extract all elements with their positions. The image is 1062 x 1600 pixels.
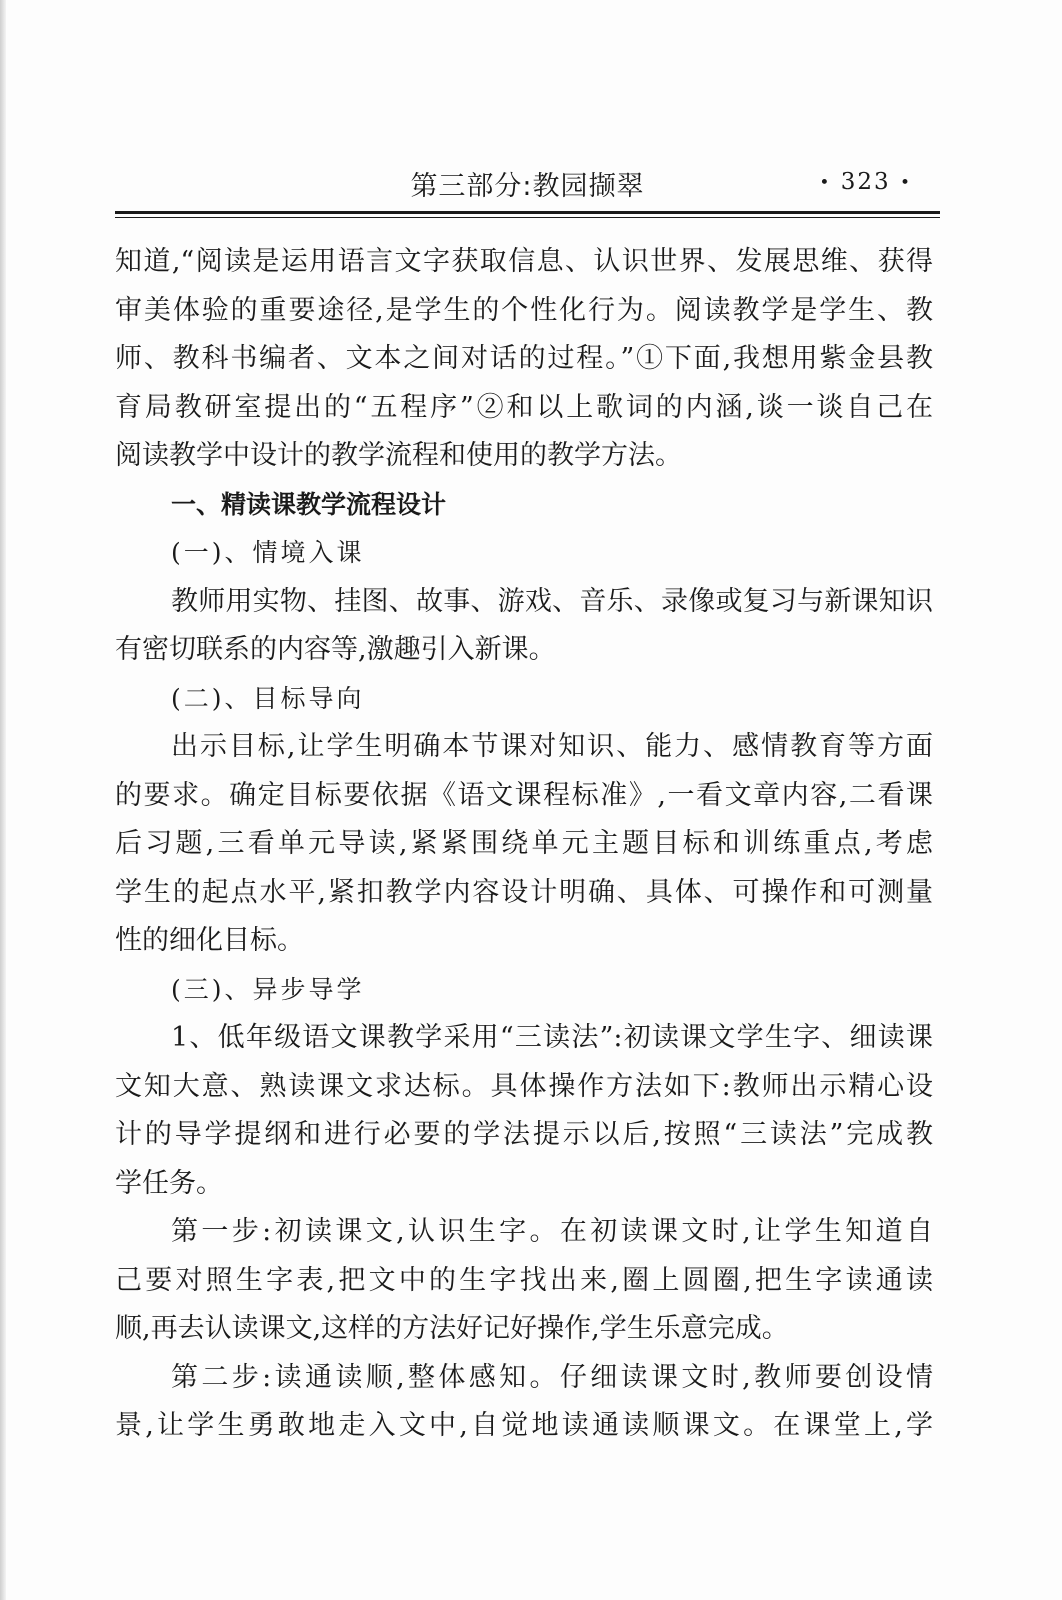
- text-line: 性的细化目标。: [115, 925, 304, 956]
- running-header: [115, 160, 940, 204]
- page-number-dot-left: •: [819, 173, 832, 193]
- text-line: 出示目标,让学生明确本节课对知识、能力、感情教育等方面: [171, 731, 933, 762]
- text-line: 教师用实物、挂图、故事、游戏、音乐、录像或复习与新课知识: [171, 585, 933, 617]
- subsection-heading: (二)、目标导向: [171, 683, 365, 713]
- text-line: 景,让学生勇敢地走入文中,自觉地读通读顺课文。在课堂上,学: [115, 1410, 933, 1441]
- page-number: [819, 169, 912, 195]
- page-number-dot-right: •: [899, 173, 912, 193]
- text-line: 文知大意、熟读课文求达标。具体操作方法如下:教师出示精心设: [115, 1070, 933, 1102]
- text-line: 的要求。确定目标要依据《语文课程标准》,一看文章内容,二看课: [115, 779, 933, 811]
- page-number-value: 323: [840, 169, 891, 195]
- subsection-heading: (三)、异步导学: [171, 974, 365, 1004]
- text-line: 阅读教学中设计的教学流程和使用的教学方法。: [115, 440, 682, 471]
- text-line: 1、低年级语文课教学采用“三读法”:初读课文学生字、细读课: [171, 1022, 933, 1053]
- text-line: 师、教科书编者、文本之间对话的过程。”①下面,我想用紫金县教: [115, 343, 933, 374]
- header-title: 第三部分:教园撷翠: [410, 171, 645, 202]
- section-heading: 一、精读课教学流程设计: [171, 489, 447, 519]
- header-rule-thick: [115, 211, 940, 214]
- text-line: 第一步:初读课文,认识生字。在初读课文时,让学生知道自: [171, 1216, 933, 1247]
- text-line: 审美体验的重要途径,是学生的个性化行为。阅读教学是学生、教: [115, 294, 933, 326]
- text-line: 知道,“阅读是运用语言文字获取信息、认识世界、发展思维、获得: [115, 246, 933, 277]
- text-line: 育局教研室提出的“五程序”②和以上歌词的内涵,谈一谈自己在: [115, 391, 933, 423]
- text-line: 顺,再去认读课文,这样的方法好记好操作,学生乐意完成。: [115, 1313, 789, 1344]
- body-text: [115, 238, 933, 1451]
- header-rule-thin: [115, 217, 940, 218]
- text-line: 计的导学提纲和进行必要的学法提示以后,按照“三读法”完成教: [115, 1119, 933, 1150]
- subsection-heading: (一)、情境入课: [171, 538, 365, 567]
- text-line: 学生的起点水平,紧扣教学内容设计明确、具体、可操作和可测量: [115, 876, 933, 908]
- text-line: 有密切联系的内容等,激趣引入新课。: [115, 634, 556, 665]
- scan-edge-shadow: [0, 0, 6, 1600]
- text-line: 第二步:读通读顺,整体感知。仔细读课文时,教师要创设情: [171, 1361, 933, 1393]
- text-line: 己要对照生字表,把文中的生字找出来,圈上圆圈,把生字读通读: [115, 1264, 933, 1296]
- text-line: 后习题,三看单元导读,紧紧围绕单元主题目标和训练重点,考虑: [115, 828, 933, 859]
- text-line: 学任务。: [115, 1167, 223, 1199]
